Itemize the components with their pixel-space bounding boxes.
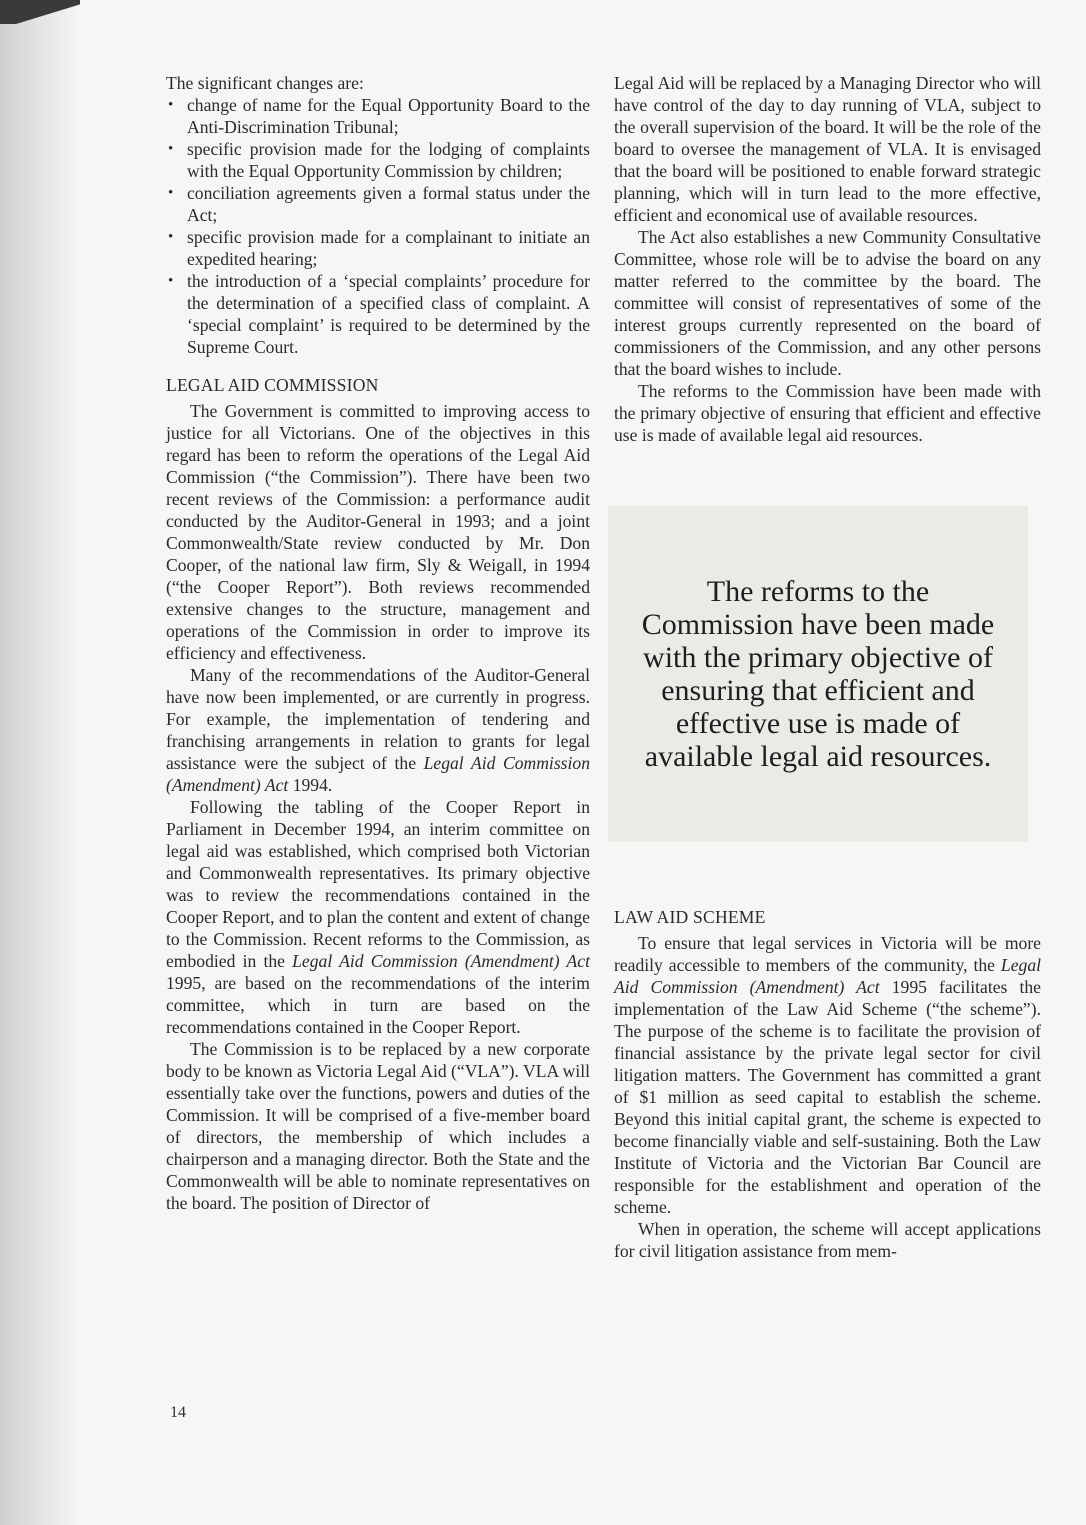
paragraph: The Act also establishes a new Community Consultative Committee, whose role will be to advise the board on any matter referred to the committee by the board. The committee will consist of representatives of some of the interest groups currently represented on the board of commissioners of the Commission, and any other persons that the board wishes to include. (614, 227, 1041, 379)
paragraph: Following the tabling of the Cooper Report in Parliament in December 1994, an interim committee on legal aid was established, which comprised both Victorian and Commonwealth representatives. Its primary objective was to review the recommendations contained in the Cooper Report, and to plan the content and extent of change to the Commission. Recent reforms to the Commission, as embodied in the Legal Aid Commission (Amendment) Act 1995, are based on the recommendations of the interim committee, which in turn are based on the recommendations contained in the Cooper Report. (166, 797, 590, 1037)
pull-quote-box (608, 506, 1028, 842)
paragraph: Legal Aid will be replaced by a Managing Director who will have control of the day to day running of VLA, subject to the overall supervision of the board. It will be the role of the board to oversee the management of VLA. It is envisaged that the board will be positioned to enable forward strategic planning, which will in turn lead to the more effective, efficient and economical use of available resources. (614, 73, 1041, 225)
pull-quote-text: The reforms to the Commission have been made with the primary objective of ensuring that efficient and effective use is made of available legal aid resources. (641, 575, 995, 773)
paragraph: When in operation, the scheme will accept applications for civil litigation assistance from mem- (614, 1219, 1041, 1261)
section-heading-legal-aid-commission: LEGAL AID COMMISSION (166, 375, 379, 395)
right-column (614, 72, 1041, 1262)
list-item: • conciliation agreements given a formal status under the Act; (166, 182, 590, 226)
paragraph: The Government is committed to improving access to justice for all Victorians. One of the objectives in this regard has been to reform the operations of the Legal Aid Commission (“the Commission”). There have been two recent reviews of the Commission: a performance audit conducted by the Auditor-General in 1993; and a joint Commonwealth/State review conducted by Mr. Don Cooper, of the national law firm, Sly & Weigall, in 1994 (“the Cooper Report”). Both reviews recommended extensive changes to the structure, management and operations of the Commission in order to improve its efficiency and effectiveness. (166, 401, 590, 663)
list-item: • specific provision made for the lodging of complaints with the Equal Opportunity Commission by children; (166, 138, 590, 182)
changes-list (166, 94, 590, 358)
section-heading-law-aid-scheme: LAW AID SCHEME (614, 907, 766, 927)
paragraph: The reforms to the Commission have been made with the primary objective of ensuring that efficient and effective use is made of available legal aid resources. (614, 381, 1041, 445)
list-item: • the introduction of a ‘special complaints’ procedure for the determination of a specified class of complaint. A ‘special complaint’ is required to be determined by the Supreme Court. (166, 270, 590, 358)
paragraph: Many of the recommendations of the Auditor-General have now been implemented, or are currently in progress. For example, the implementation of tendering and franchising arrangements in relation to grants for legal assistance were the subject of the Legal Aid Commission (Amendment) Act 1994. (166, 665, 591, 795)
paragraph: The Commission is to be replaced by a new corporate body to be known as Victoria Legal Aid (“VLA”). VLA will essentially take over the functions, powers and duties of the Commission. It will be comprised of a five-member board of directors, the membership of which includes a chairperson and a managing director. Both the State and the Commonwealth will be able to nominate representatives on the board. The position of Director of (166, 1039, 590, 1213)
paragraph: To ensure that legal services in Victoria will be more readily accessible to members of the community, the Legal Aid Commission (Amendment) Act 1995 facilitates the implementation of the Law Aid Scheme (“the scheme”). The purpose of the scheme is to facilitate the provision of financial assistance by the private legal sector for civil litigation matters. The Government has committed a grant of $1 million as seed capital to establish the scheme. Beyond this initial capital grant, the scheme is expected to become financially viable and self-sustaining. Both the Law Institute of Victoria and the Victorian Bar Council are responsible for the establishment and operation of the scheme. (614, 933, 1041, 1217)
act-title: Legal Aid Commission (Amendment) Act (292, 951, 590, 971)
page-number: 14 (170, 1404, 186, 1421)
act-title: Legal Aid Commission (Amendment) Act (614, 955, 1041, 997)
list-item: • change of name for the Equal Opportunity Board to the Anti-Discrimination Tribunal; (166, 94, 590, 138)
act-title: Legal Aid Commission (Amendment) Act (166, 753, 591, 795)
page-binding-shadow (0, 0, 82, 1525)
changes-intro: The significant changes are: (166, 73, 364, 93)
list-item: • specific provision made for a complainant to initiate an expedited hearing; (166, 226, 590, 270)
left-column (166, 72, 590, 1214)
